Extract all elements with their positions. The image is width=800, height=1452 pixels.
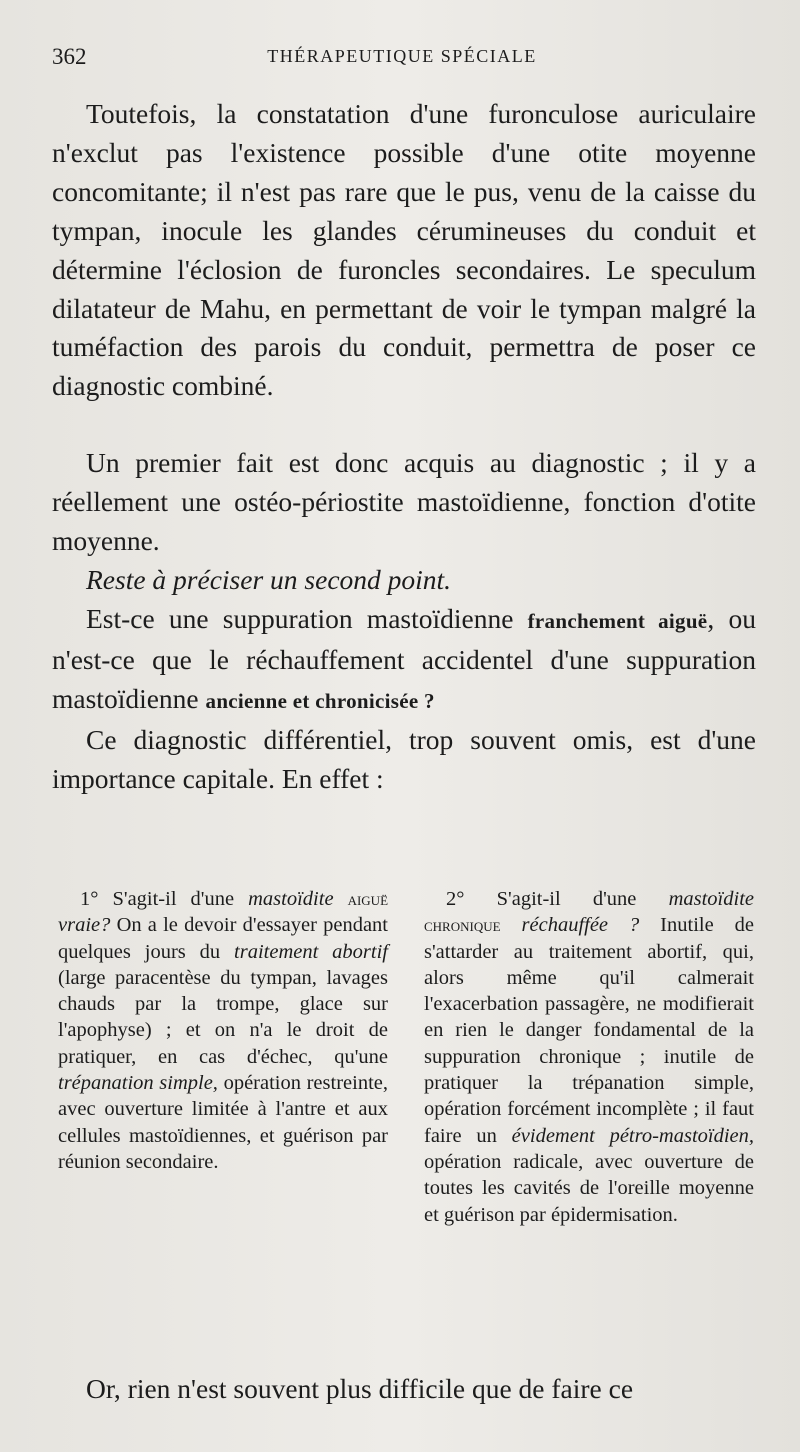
main-text <box>52 95 756 798</box>
column-chronique: 2° S'agit-il d'une mastoïdite chronique réchauffée ? Inutile de s'attarder au traitement abortif, qui, alors même qu'il calmerait l'exacerbation passagère, ne modifierait en rien le danger fondamental de la suppuration chronique ; inutile de pratiquer la trépanation simple, opération forcément incomplète ; il faut faire un évidement pétro-mastoïdien, opération radicale, avec ouverture de toutes les cavités de l'oreille moyenne et guérison par épidermisation. <box>424 888 755 1226</box>
paragraph-diagnostic: Ce diagnostic différentiel, trop souvent omis, est d'une importance capitale. En effet : <box>52 723 756 794</box>
paragraph-premier-fait: Un premier fait est donc acquis au diagnostic ; il y a réellement une ostéo-périostite mastoïdienne, fonction d'otite moyenne. <box>52 447 756 557</box>
italic-phrase: Reste à préciser un second point. <box>86 563 452 595</box>
paragraph-question: Est-ce une suppuration mastoïdienne franchement aiguë, ou n'est-ce que le réchauffement accidentel d'une suppuration mastoïdienne ancienne et chronicisée ? <box>52 602 756 714</box>
paragraph-furonculose: Toutefois, la constatation d'une furonculose auriculaire n'exclut pas l'existence possible d'une otite moyenne concomitante; il n'est pas rare que le pus, venu de la caisse du tympan, inocule les glandes cérumineuses du conduit et détermine l'éclosion de furoncles secondaires. Le speculum dilatateur de Mahu, en permettant de voir le tympan malgré la tuméfaction des parois du conduit, permettra de poser ce diagnostic combiné. <box>52 98 756 402</box>
two-column-section <box>58 886 754 1331</box>
column-aigue: 1° S'agit-il d'une mastoïdite aiguë vraie? On a le devoir d'essayer pendant quelques jours du traitement abortif (large paracentèse du tympan, lavages chauds par la trompe, glace sur l'apophyse) ; et on n'a le droit de pratiquer, en cas d'échec, qu'une trépanation simple, opération restreinte, avec ouverture limitée à l'antre et aux cellules mastoïdiennes, et guérison par réunion secondaire. <box>58 888 389 1173</box>
page-number: 362 <box>52 44 87 69</box>
bold-term-chronique: ancienne et chronicisée <box>205 688 419 713</box>
bold-term-aigue: franchement aiguë <box>527 608 708 633</box>
running-title: THÉRAPEUTIQUE SPÉCIALE <box>267 46 537 66</box>
closing-line: Or, rien n'est souvent plus difficile que de faire ce <box>86 1373 634 1404</box>
page-header <box>52 44 752 76</box>
paragraph-second-point <box>52 561 756 600</box>
